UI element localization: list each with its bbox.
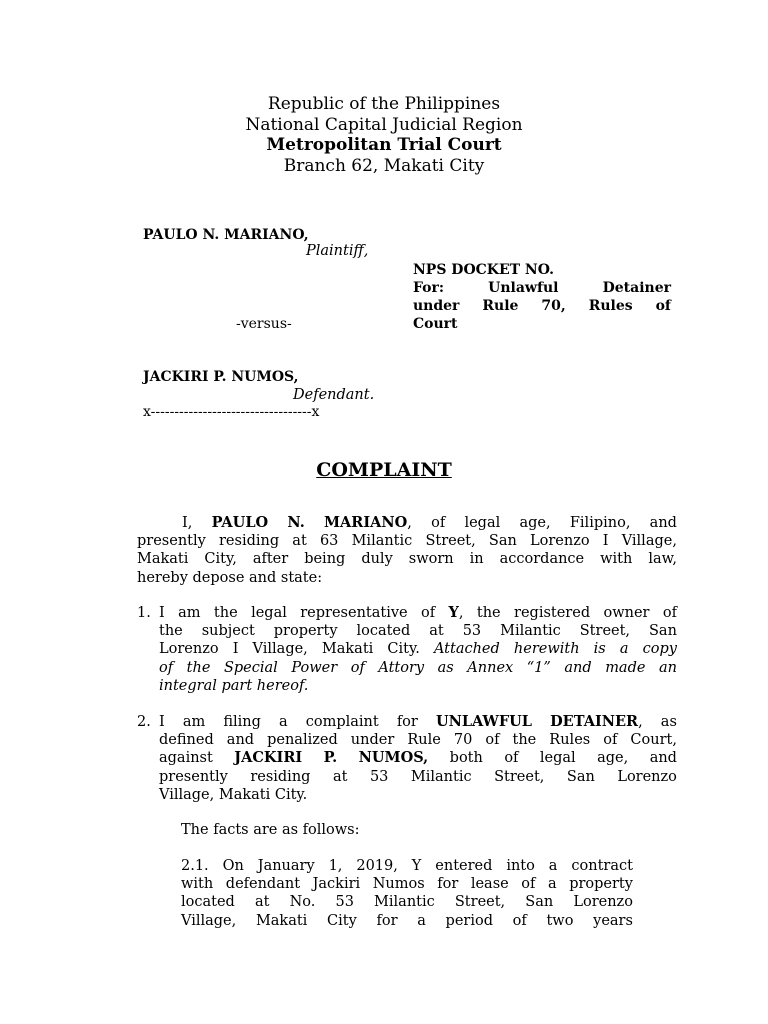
facts-intro: The facts are as follows: xyxy=(181,822,360,838)
sub-paragraph-2-1: 2.1. On January 1, 2019, Y entered into a contract with defendant Jackiri Numos for lease of a property located at No. 53 Milantic Street, San Lorenzo Village, Makati City for a period of two years xyxy=(181,858,633,929)
header-branch: Branch 62, Makati City xyxy=(283,156,485,176)
plaintiff-name: PAULO N. MARIANO, xyxy=(143,227,309,243)
caption-separator: x----------------------------------x xyxy=(143,404,320,420)
item-number: 1. xyxy=(137,605,151,621)
docket-block xyxy=(413,261,671,333)
defendant-name: JACKIRI P. NUMOS, xyxy=(143,369,299,385)
header-region: National Capital Judicial Region xyxy=(245,115,523,135)
item-number: 2. xyxy=(137,714,151,730)
document-title: COMPLAINT xyxy=(316,459,452,481)
numbered-paragraph-1: 1. I am the legal representative of Y, the registered owner of the subject property located at 53 Milantic Street, San Lorenzo I Village, Makati City. Attached herewith is a copy of the Special Power of Attory as Annex “1” and made an integral part hereof. xyxy=(137,604,677,694)
header-country: Republic of the Philippines xyxy=(267,94,501,114)
docket-court-line: Court xyxy=(413,316,458,332)
versus-label: -versus- xyxy=(236,316,292,332)
defendant-role: Defendant. xyxy=(293,387,375,403)
numbered-paragraph-2: 2. I am filing a complaint for UNLAWFUL DETAINER, as defined and penalized under Rule 70 of the Rules of Court, against JACKIRI P. NUMOS, both of legal age, and presently residing at 53 Milantic Street, San Lorenzo Village, Makati City. xyxy=(137,713,677,803)
docket-for-line: For: Unlawful Detainer xyxy=(413,280,671,296)
header-court: Metropolitan Trial Court xyxy=(266,135,502,155)
plaintiff-role: Plaintiff, xyxy=(306,243,369,259)
docket-rule-line: under Rule 70, Rules of xyxy=(413,298,671,314)
docket-number: NPS DOCKET NO. xyxy=(413,262,554,278)
intro-paragraph: I, PAULO N. MARIANO, of legal age, Filipino, and presently residing at 63 Milantic Street, San Lorenzo I Village, Makati City, after being duly sworn in accordance with law, hereby depose and state: xyxy=(137,514,677,586)
